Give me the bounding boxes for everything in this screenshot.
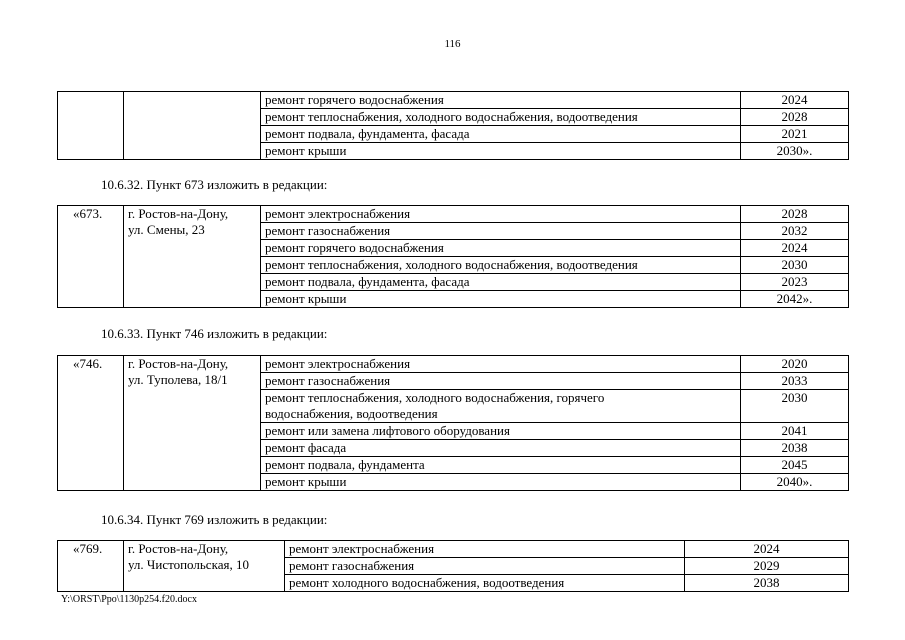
- work-cell: ремонт электроснабжения: [261, 206, 741, 223]
- work-cell: ремонт крыши: [261, 143, 741, 160]
- work-line: ремонт теплоснабжения, холодного водоснабжения, горячего: [265, 390, 605, 405]
- work-cell: ремонт подвала, фундамента, фасада: [261, 126, 741, 143]
- year-cell: 2023: [741, 274, 849, 291]
- address-cell: [124, 541, 285, 592]
- year-cell: 2030: [741, 390, 849, 423]
- item-number: «769.: [58, 541, 124, 592]
- table-row: [58, 356, 849, 373]
- item-number: «746.: [58, 356, 124, 491]
- item-number: «673.: [58, 206, 124, 308]
- table-row: [58, 92, 849, 109]
- year-cell: 2045: [741, 457, 849, 474]
- address-cell: [124, 356, 261, 491]
- address-cell: [124, 92, 261, 160]
- address-street: ул. Смены, 23: [128, 222, 205, 237]
- work-cell: ремонт крыши: [261, 474, 741, 491]
- address-street: ул. Туполева, 18/1: [128, 372, 228, 387]
- year-cell: 2040».: [741, 474, 849, 491]
- year-cell: 2038: [741, 440, 849, 457]
- year-cell: 2038: [685, 575, 849, 592]
- work-cell: ремонт холодного водоснабжения, водоотведения: [285, 575, 685, 592]
- num-cell: [58, 92, 124, 160]
- address-city: г. Ростов-на-Дону,: [128, 356, 229, 371]
- work-cell: ремонт электроснабжения: [261, 356, 741, 373]
- work-cell: ремонт горячего водоснабжения: [261, 92, 741, 109]
- year-cell: 2028: [741, 206, 849, 223]
- address-city: г. Ростов-на-Дону,: [128, 206, 229, 221]
- work-cell: ремонт горячего водоснабжения: [261, 240, 741, 257]
- year-cell: 2021: [741, 126, 849, 143]
- work-cell: ремонт крыши: [261, 291, 741, 308]
- work-cell: ремонт подвала, фундамента: [261, 457, 741, 474]
- year-cell: 2030: [741, 257, 849, 274]
- year-cell: 2020: [741, 356, 849, 373]
- year-cell: 2024: [685, 541, 849, 558]
- work-cell: [261, 390, 741, 423]
- table-row: [58, 541, 849, 558]
- footer-file-path: Y:\ORST\Ppo\1130p254.f20.docx: [61, 594, 197, 605]
- address-city: г. Ростов-на-Дону,: [128, 541, 229, 556]
- year-cell: 2042».: [741, 291, 849, 308]
- year-cell: 2030».: [741, 143, 849, 160]
- table-row: [58, 206, 849, 223]
- section-heading-769: 10.6.34. Пункт 769 изложить в редакции:: [101, 512, 328, 527]
- section-heading-673: 10.6.32. Пункт 673 изложить в редакции:: [101, 177, 328, 192]
- work-line: водоснабжения, водоотведения: [265, 406, 438, 421]
- work-cell: ремонт теплоснабжения, холодного водоснабжения, водоотведения: [261, 257, 741, 274]
- address-cell: [124, 206, 261, 308]
- work-cell: ремонт фасада: [261, 440, 741, 457]
- table-746: [57, 355, 849, 491]
- year-cell: 2024: [741, 240, 849, 257]
- year-cell: 2041: [741, 423, 849, 440]
- year-cell: 2029: [685, 558, 849, 575]
- work-cell: ремонт теплоснабжения, холодного водоснабжения, водоотведения: [261, 109, 741, 126]
- table-673: [57, 205, 849, 308]
- work-cell: ремонт электроснабжения: [285, 541, 685, 558]
- work-cell: ремонт газоснабжения: [261, 373, 741, 390]
- year-cell: 2033: [741, 373, 849, 390]
- work-cell: ремонт газоснабжения: [285, 558, 685, 575]
- work-cell: ремонт газоснабжения: [261, 223, 741, 240]
- address-street: ул. Чистопольская, 10: [128, 557, 249, 572]
- section-heading-746: 10.6.33. Пункт 746 изложить в редакции:: [101, 326, 328, 341]
- page-number: 116: [444, 38, 461, 50]
- work-cell: ремонт или замена лифтового оборудования: [261, 423, 741, 440]
- year-cell: 2028: [741, 109, 849, 126]
- year-cell: 2032: [741, 223, 849, 240]
- table-continuation: [57, 91, 849, 160]
- year-cell: 2024: [741, 92, 849, 109]
- work-cell: ремонт подвала, фундамента, фасада: [261, 274, 741, 291]
- table-769: [57, 540, 849, 592]
